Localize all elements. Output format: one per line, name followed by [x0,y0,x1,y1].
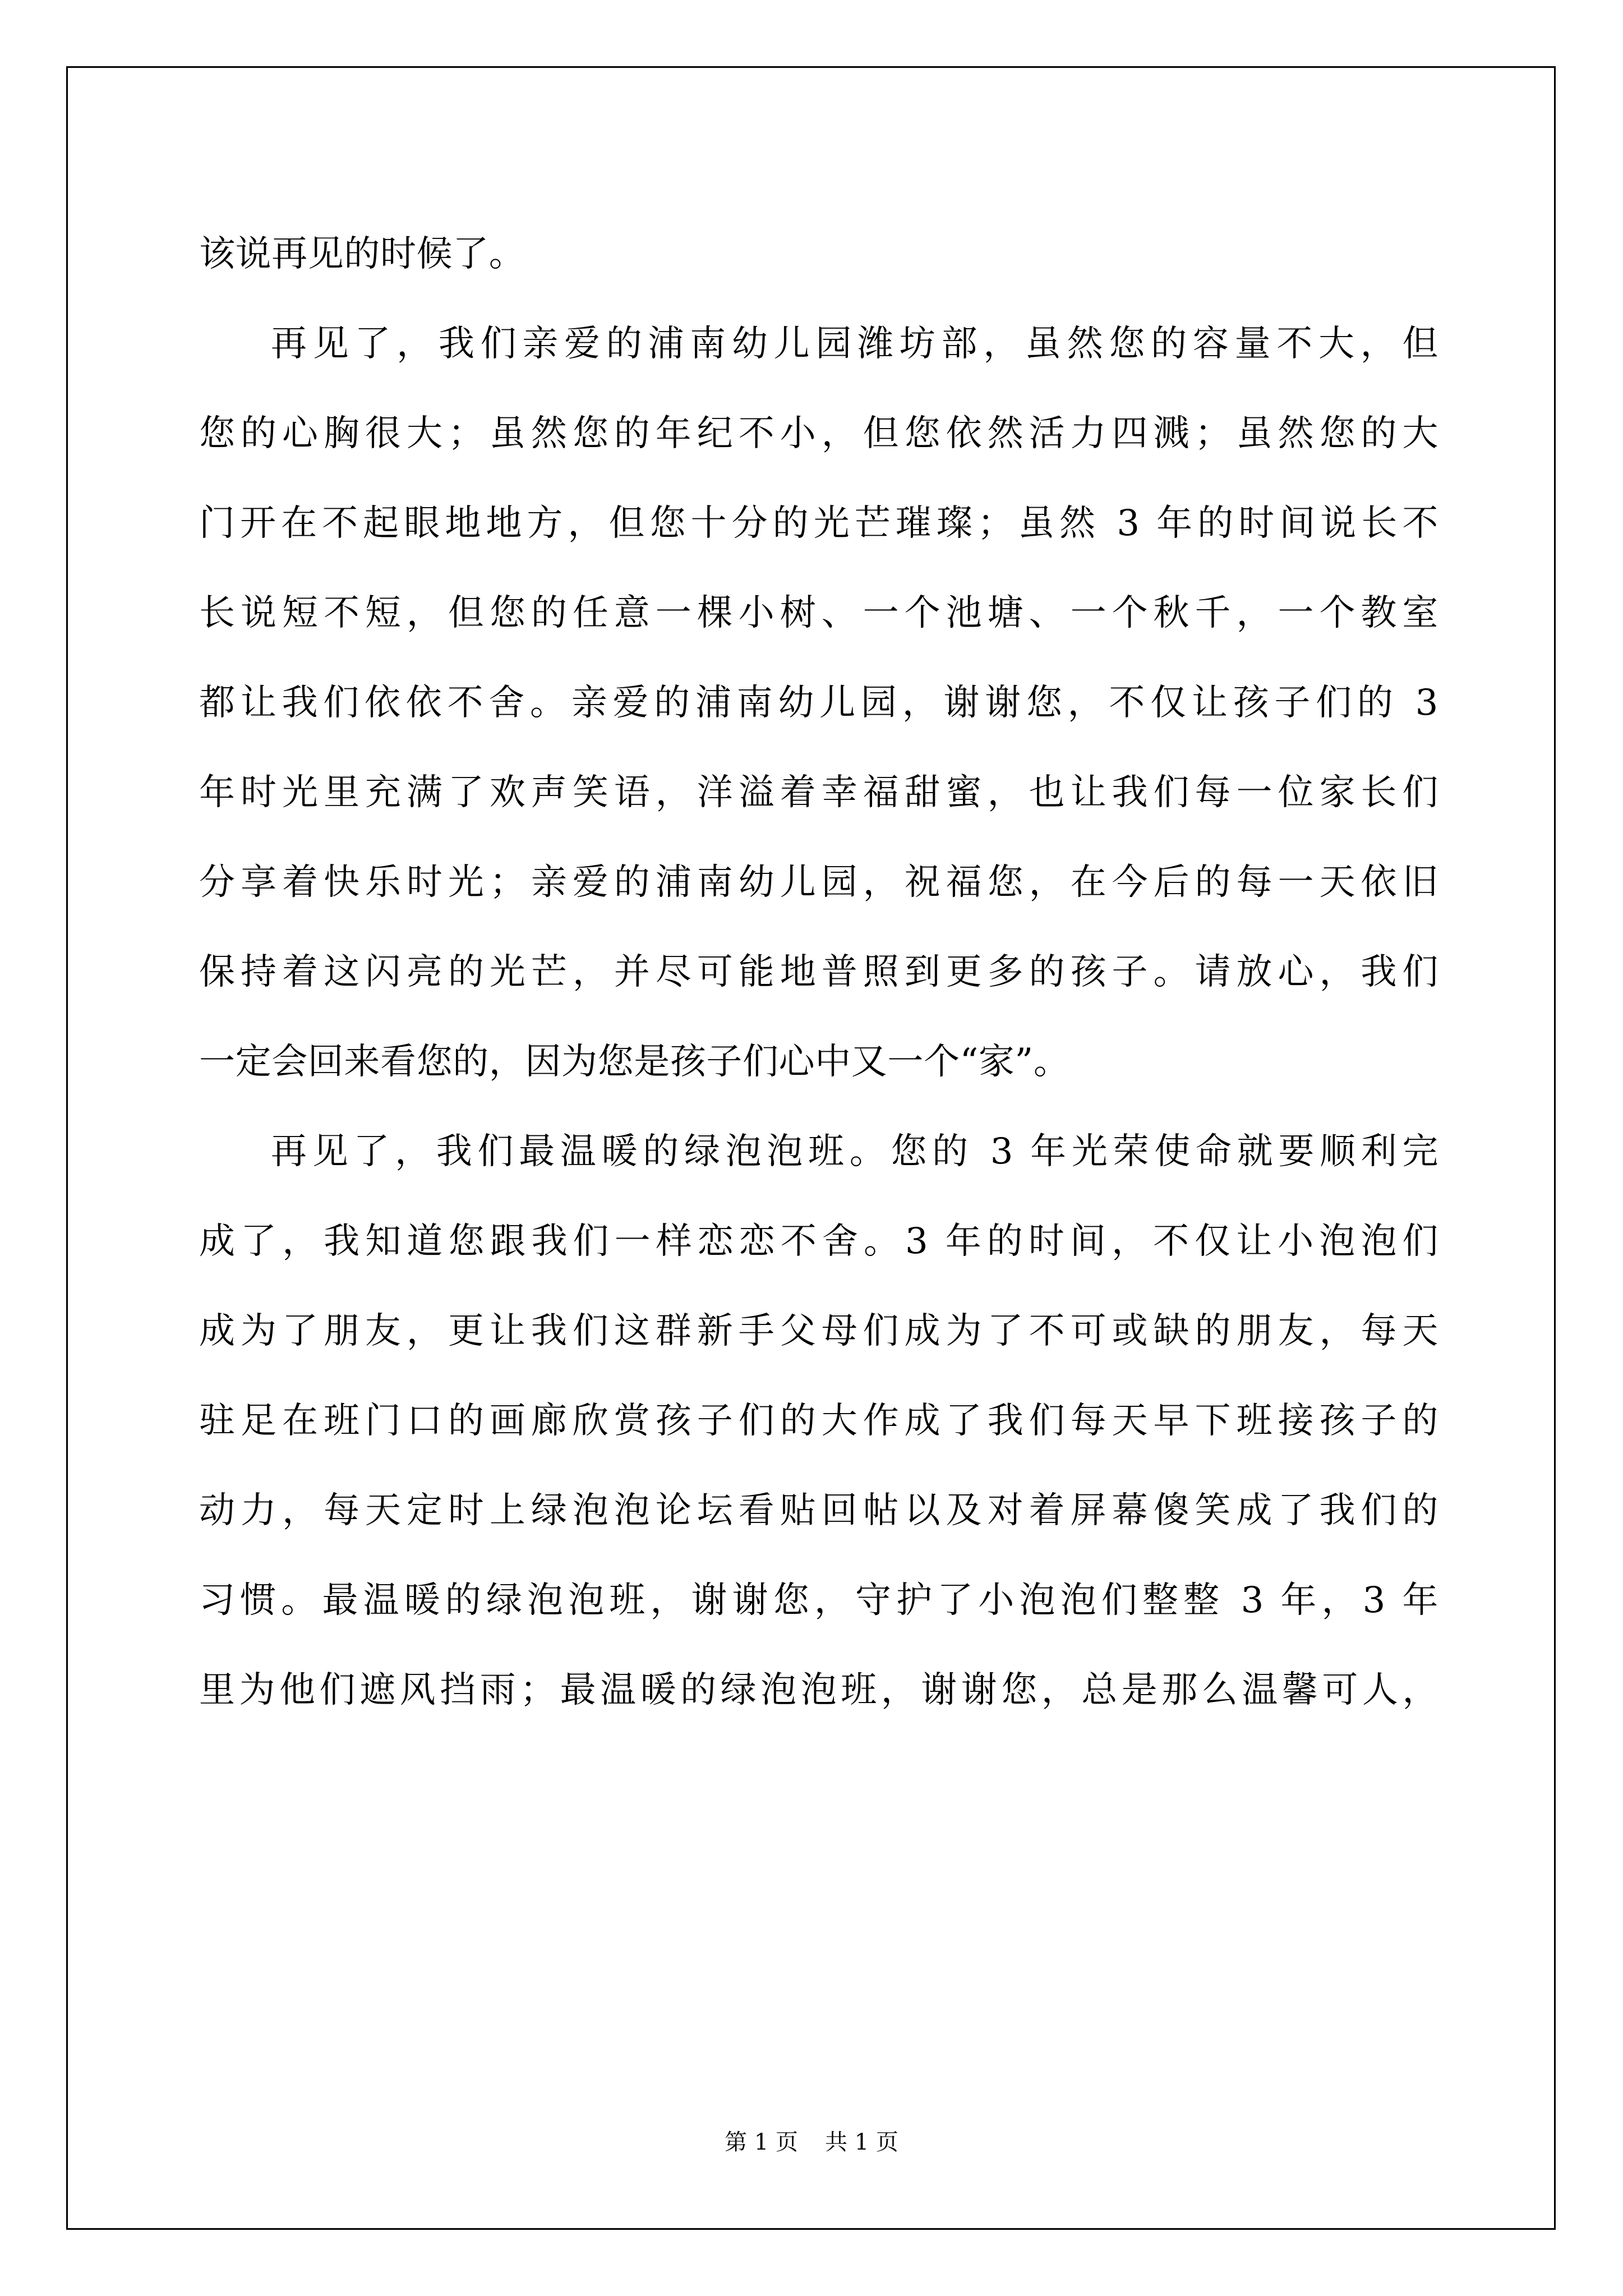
page-total: 共 1 页 [825,2129,898,2155]
text-line: 动力，每天定时上绿泡泡论坛看贴回帖以及对着屏幕傻笑成了我们的 [199,1490,1438,1531]
page-number: 第 1 页 [725,2129,798,2155]
text-line: 习惯。最温暖的绿泡泡班，谢谢您，守护了小泡泡们整整 3 年，3 年 [199,1580,1438,1621]
page-footer [0,2129,1623,2156]
text-line: 再见了，我们最温暖的绿泡泡班。您的 3 年光荣使命就要顺利完 [271,1131,1438,1172]
text-line: 您的心胸很大；虽然您的年纪不小，但您依然活力四溅；虽然您的大 [199,413,1438,454]
text-line: 成为了朋友，更让我们这群新手父母们成为了不可或缺的朋友，每天 [199,1310,1438,1352]
text-line: 年时光里充满了欢声笑语，洋溢着幸福甜蜜，也让我们每一位家长们 [199,772,1438,813]
text-line: 长说短不短，但您的任意一棵小树、一个池塘、一个秋千，一个教室 [199,592,1438,634]
text-line: 门开在不起眼地地方，但您十分的光芒璀璨；虽然 3 年的时间说长不 [199,503,1438,544]
text-line: 都让我们依依不舍。亲爱的浦南幼儿园，谢谢您，不仅让孩子们的 3 [199,682,1438,724]
text-line: 一定会回来看您的，因为您是孩子们心中又一个“家”。 [199,1041,1070,1083]
text-line: 再见了，我们亲爱的浦南幼儿园潍坊部，虽然您的容量不大，但 [271,323,1438,365]
text-line: 驻足在班门口的画廊欣赏孩子们的大作成了我们每天早下班接孩子的 [199,1400,1438,1442]
text-line: 成了，我知道您跟我们一样恋恋不舍。3 年的时间，不仅让小泡泡们 [199,1221,1438,1262]
document-body [199,209,1438,1735]
text-line: 该说再见的时候了。 [199,233,525,275]
text-line: 里为他们遮风挡雨；最温暖的绿泡泡班，谢谢您，总是那么温馨可人， [199,1669,1438,1711]
text-line: 保持着这闪亮的光芒，并尽可能地普照到更多的孩子。请放心，我们 [199,951,1438,993]
text-line: 分享着快乐时光；亲爱的浦南幼儿园，祝福您，在今后的每一天依旧 [199,862,1438,903]
